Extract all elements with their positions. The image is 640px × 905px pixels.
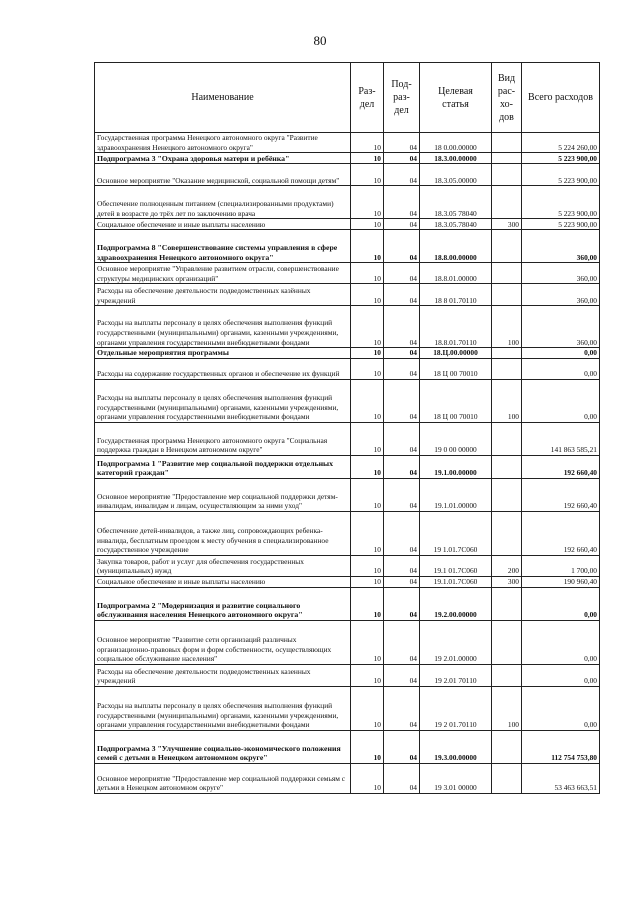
page-number: 80 bbox=[313, 33, 327, 48]
cell-expense-type bbox=[492, 358, 522, 379]
cell-expense-type: 200 bbox=[492, 555, 522, 576]
cell-subsection: 04 bbox=[384, 348, 420, 359]
cell-section: 10 bbox=[351, 153, 384, 164]
cell-subsection: 04 bbox=[384, 576, 420, 587]
cell-total: 0,00 bbox=[522, 686, 600, 730]
cell-section: 10 bbox=[351, 284, 384, 306]
cell-section: 10 bbox=[351, 263, 384, 284]
cell-name: Расходы на выплаты персоналу в целях обеспечения выполнения функций государственными (муниципальными) органами, казенными учреждениями, органами управления государственными внебюджетными фондами bbox=[95, 686, 351, 730]
cell-name: Подпрограмма 3 "Улучшение социально-экономического положения семей с детьми в Ненецком автономном округе" bbox=[95, 730, 351, 763]
table-row bbox=[95, 306, 600, 348]
cell-expense-type: 100 bbox=[492, 686, 522, 730]
cell-section: 10 bbox=[351, 455, 384, 478]
table-row bbox=[95, 555, 600, 576]
cell-target-article: 19.2.00.00000 bbox=[420, 587, 492, 620]
cell-subsection: 04 bbox=[384, 306, 420, 348]
cell-total: 112 754 753,80 bbox=[522, 730, 600, 763]
cell-name: Расходы на содержание государственных органов и обеспечение их функций bbox=[95, 358, 351, 379]
cell-name: Социальное обеспечение и иные выплаты населению bbox=[95, 219, 351, 230]
cell-section: 10 bbox=[351, 230, 384, 263]
cell-expense-type bbox=[492, 422, 522, 455]
cell-target-article: 18.3.05 78040 bbox=[420, 186, 492, 219]
cell-expense-type bbox=[492, 730, 522, 763]
cell-expense-type bbox=[492, 133, 522, 153]
cell-expense-type bbox=[492, 763, 522, 793]
cell-name: Расходы на обеспечение деятельности подведомственных казенных учреждений bbox=[95, 664, 351, 686]
header-target-article: Целевая статья bbox=[420, 63, 492, 133]
table-row bbox=[95, 133, 600, 153]
table-row bbox=[95, 664, 600, 686]
cell-total: 0,00 bbox=[522, 379, 600, 422]
cell-expense-type bbox=[492, 186, 522, 219]
cell-target-article: 18 8 01.70110 bbox=[420, 284, 492, 306]
cell-section: 10 bbox=[351, 555, 384, 576]
cell-target-article: 19.1.01.7С060 bbox=[420, 576, 492, 587]
cell-expense-type bbox=[492, 348, 522, 359]
cell-name: Подпрограмма 3 "Охрана здоровья матери и ребёнка" bbox=[95, 153, 351, 164]
cell-expense-type bbox=[492, 263, 522, 284]
cell-name: Расходы на выплаты персоналу в целях обеспечения выполнения функций государственными (муниципальными) органами, казенными учреждениями, органами управления государственными внебюджетными фондами bbox=[95, 379, 351, 422]
cell-subsection: 04 bbox=[384, 358, 420, 379]
cell-expense-type: 300 bbox=[492, 576, 522, 587]
table-row bbox=[95, 153, 600, 164]
cell-subsection: 04 bbox=[384, 620, 420, 664]
cell-subsection: 04 bbox=[384, 763, 420, 793]
table-row bbox=[95, 358, 600, 379]
table-row bbox=[95, 186, 600, 219]
cell-target-article: 19 3.01 00000 bbox=[420, 763, 492, 793]
cell-name: Государственная программа Ненецкого автономного округа "Социальная поддержка граждан в Ненецком автономном округе" bbox=[95, 422, 351, 455]
cell-expense-type: 100 bbox=[492, 306, 522, 348]
cell-section: 10 bbox=[351, 763, 384, 793]
cell-total: 192 660,40 bbox=[522, 455, 600, 478]
cell-subsection: 04 bbox=[384, 511, 420, 555]
cell-target-article: 19.1.01.00000 bbox=[420, 478, 492, 511]
cell-target-article: 19 1.01.7С060 bbox=[420, 511, 492, 555]
cell-target-article: 19.1.00.00000 bbox=[420, 455, 492, 478]
cell-name: Основное мероприятие "Предоставление мер социальной поддержки детям-инвалидам, инвалидам и лицам, осуществляющим за ними уход" bbox=[95, 478, 351, 511]
cell-total: 0,00 bbox=[522, 348, 600, 359]
cell-name: Социальное обеспечение и иные выплаты населению bbox=[95, 576, 351, 587]
cell-total: 360,00 bbox=[522, 306, 600, 348]
cell-subsection: 04 bbox=[384, 555, 420, 576]
cell-section: 10 bbox=[351, 478, 384, 511]
cell-section: 10 bbox=[351, 620, 384, 664]
cell-section: 10 bbox=[351, 133, 384, 153]
header-subsection: Под- раз- дел bbox=[384, 63, 420, 133]
table-body bbox=[95, 133, 600, 794]
cell-name: Основное мероприятие "Развитие сети организаций различных организационно-правовых форм и форм собственности, осуществляющих социальное обслуживание населения" bbox=[95, 620, 351, 664]
cell-total: 360,00 bbox=[522, 230, 600, 263]
header-name: Наименование bbox=[95, 63, 351, 133]
cell-section: 10 bbox=[351, 686, 384, 730]
cell-total: 360,00 bbox=[522, 284, 600, 306]
cell-expense-type bbox=[492, 664, 522, 686]
table-row bbox=[95, 219, 600, 230]
table-row bbox=[95, 511, 600, 555]
cell-name: Подпрограмма 1 "Развитие мер социальной поддержки отдельных категорий граждан" bbox=[95, 455, 351, 478]
cell-subsection: 04 bbox=[384, 284, 420, 306]
cell-subsection: 04 bbox=[384, 153, 420, 164]
cell-subsection: 04 bbox=[384, 219, 420, 230]
cell-expense-type bbox=[492, 511, 522, 555]
cell-target-article: 18.8.01.70110 bbox=[420, 306, 492, 348]
table-row bbox=[95, 263, 600, 284]
table-row bbox=[95, 576, 600, 587]
cell-expense-type bbox=[492, 478, 522, 511]
table-row bbox=[95, 284, 600, 306]
cell-total: 5 223 900,00 bbox=[522, 219, 600, 230]
cell-section: 10 bbox=[351, 576, 384, 587]
cell-subsection: 04 bbox=[384, 164, 420, 186]
table-row bbox=[95, 230, 600, 263]
cell-total: 5 223 900,00 bbox=[522, 164, 600, 186]
cell-name: Отдельные мероприятия программы bbox=[95, 348, 351, 359]
cell-name: Расходы на выплаты персоналу в целях обеспечения выполнения функций государственными (муниципальными) органами, казенными учреждениями, органами управления государственными внебюджетными фондами bbox=[95, 306, 351, 348]
cell-target-article: 19 2.01.00000 bbox=[420, 620, 492, 664]
cell-name: Обеспечение детей-инвалидов, а также лиц, сопровождающих ребенка-инвалида, бесплатным проездом к месту обучения в специализированное государственное учреждение bbox=[95, 511, 351, 555]
cell-total: 192 660,40 bbox=[522, 511, 600, 555]
cell-section: 10 bbox=[351, 219, 384, 230]
cell-subsection: 04 bbox=[384, 422, 420, 455]
cell-expense-type: 300 bbox=[492, 219, 522, 230]
cell-name: Подпрограмма 8 "Совершенствование системы управления в сфере здравоохранения Ненецкого автономного округа" bbox=[95, 230, 351, 263]
header-total-expenses: Всего расходов bbox=[522, 63, 600, 133]
cell-name: Основное мероприятие "Управление развитием отрасли, совершенствование структуры медицинских организаций" bbox=[95, 263, 351, 284]
cell-subsection: 04 bbox=[384, 478, 420, 511]
cell-name: Подпрограмма 2 "Модернизация и развитие социального обслуживания населения Ненецкого автономного округа" bbox=[95, 587, 351, 620]
table-row bbox=[95, 763, 600, 793]
cell-total: 141 863 585,21 bbox=[522, 422, 600, 455]
cell-subsection: 04 bbox=[384, 664, 420, 686]
cell-section: 10 bbox=[351, 587, 384, 620]
cell-target-article: 19 0 00 00000 bbox=[420, 422, 492, 455]
cell-target-article: 18 Ц 00 70010 bbox=[420, 379, 492, 422]
cell-name: Обеспечение полноценным питанием (специализированными продуктами) детей в возрасте до трёх лет по заключению врача bbox=[95, 186, 351, 219]
cell-section: 10 bbox=[351, 664, 384, 686]
header-expense-type: Вид рас- хо- дов bbox=[492, 63, 522, 133]
cell-subsection: 04 bbox=[384, 133, 420, 153]
cell-expense-type bbox=[492, 284, 522, 306]
expenditure-table bbox=[94, 62, 600, 794]
cell-total: 0,00 bbox=[522, 358, 600, 379]
cell-target-article: 18.3.05.00000 bbox=[420, 164, 492, 186]
cell-section: 10 bbox=[351, 348, 384, 359]
cell-expense-type: 100 bbox=[492, 379, 522, 422]
table-row bbox=[95, 730, 600, 763]
table-row bbox=[95, 379, 600, 422]
cell-total: 0,00 bbox=[522, 620, 600, 664]
cell-expense-type bbox=[492, 620, 522, 664]
cell-section: 10 bbox=[351, 511, 384, 555]
cell-target-article: 18 0.00.00000 bbox=[420, 133, 492, 153]
cell-subsection: 04 bbox=[384, 186, 420, 219]
cell-total: 1 700,00 bbox=[522, 555, 600, 576]
cell-target-article: 19.3.00.00000 bbox=[420, 730, 492, 763]
table-header-row bbox=[95, 63, 600, 133]
cell-name: Государственная программа Ненецкого автономного округа "Развитие здравоохранения Ненецкого автономного округа" bbox=[95, 133, 351, 153]
cell-total: 53 463 663,51 bbox=[522, 763, 600, 793]
cell-section: 10 bbox=[351, 306, 384, 348]
table-row bbox=[95, 422, 600, 455]
cell-expense-type bbox=[492, 153, 522, 164]
table-row bbox=[95, 620, 600, 664]
cell-total: 5 223 900,00 bbox=[522, 186, 600, 219]
cell-target-article: 19.1 01.7С060 bbox=[420, 555, 492, 576]
header-section: Раз- дел bbox=[351, 63, 384, 133]
cell-name: Закупка товаров, работ и услуг для обеспечения государственных (муниципальных) нужд bbox=[95, 555, 351, 576]
cell-total: 0,00 bbox=[522, 587, 600, 620]
cell-total: 190 960,40 bbox=[522, 576, 600, 587]
cell-subsection: 04 bbox=[384, 730, 420, 763]
table-row bbox=[95, 455, 600, 478]
cell-section: 10 bbox=[351, 358, 384, 379]
cell-expense-type bbox=[492, 455, 522, 478]
cell-section: 10 bbox=[351, 730, 384, 763]
cell-subsection: 04 bbox=[384, 455, 420, 478]
cell-target-article: 18.8.01.00000 bbox=[420, 263, 492, 284]
table-row bbox=[95, 686, 600, 730]
cell-subsection: 04 bbox=[384, 379, 420, 422]
cell-expense-type bbox=[492, 230, 522, 263]
cell-subsection: 04 bbox=[384, 686, 420, 730]
cell-name: Основное мероприятие "Оказание медицинской, социальной помощи детям" bbox=[95, 164, 351, 186]
cell-target-article: 19 2.01 70110 bbox=[420, 664, 492, 686]
table-row bbox=[95, 587, 600, 620]
cell-total: 5 224 260,00 bbox=[522, 133, 600, 153]
cell-subsection: 04 bbox=[384, 230, 420, 263]
cell-total: 192 660,40 bbox=[522, 478, 600, 511]
cell-expense-type bbox=[492, 587, 522, 620]
cell-name: Основное мероприятие "Предоставление мер социальной поддержки семьям с детьми в Ненецком автономном округе" bbox=[95, 763, 351, 793]
cell-target-article: 19 2 01.70110 bbox=[420, 686, 492, 730]
cell-target-article: 18.3.00.00000 bbox=[420, 153, 492, 164]
cell-name: Расходы на обеспечение деятельности подведомственных казённых учреждений bbox=[95, 284, 351, 306]
table-row bbox=[95, 478, 600, 511]
cell-subsection: 04 bbox=[384, 263, 420, 284]
cell-target-article: 18 Ц 00 70010 bbox=[420, 358, 492, 379]
cell-subsection: 04 bbox=[384, 587, 420, 620]
cell-section: 10 bbox=[351, 422, 384, 455]
cell-target-article: 18.8.00.00000 bbox=[420, 230, 492, 263]
cell-section: 10 bbox=[351, 186, 384, 219]
cell-total: 360,00 bbox=[522, 263, 600, 284]
cell-target-article: 18.Ц.00.00000 bbox=[420, 348, 492, 359]
cell-total: 5 223 900,00 bbox=[522, 153, 600, 164]
cell-target-article: 18.3.05.78040 bbox=[420, 219, 492, 230]
cell-section: 10 bbox=[351, 379, 384, 422]
cell-section: 10 bbox=[351, 164, 384, 186]
cell-total: 0,00 bbox=[522, 664, 600, 686]
table-row bbox=[95, 348, 600, 359]
table-row bbox=[95, 164, 600, 186]
cell-expense-type bbox=[492, 164, 522, 186]
